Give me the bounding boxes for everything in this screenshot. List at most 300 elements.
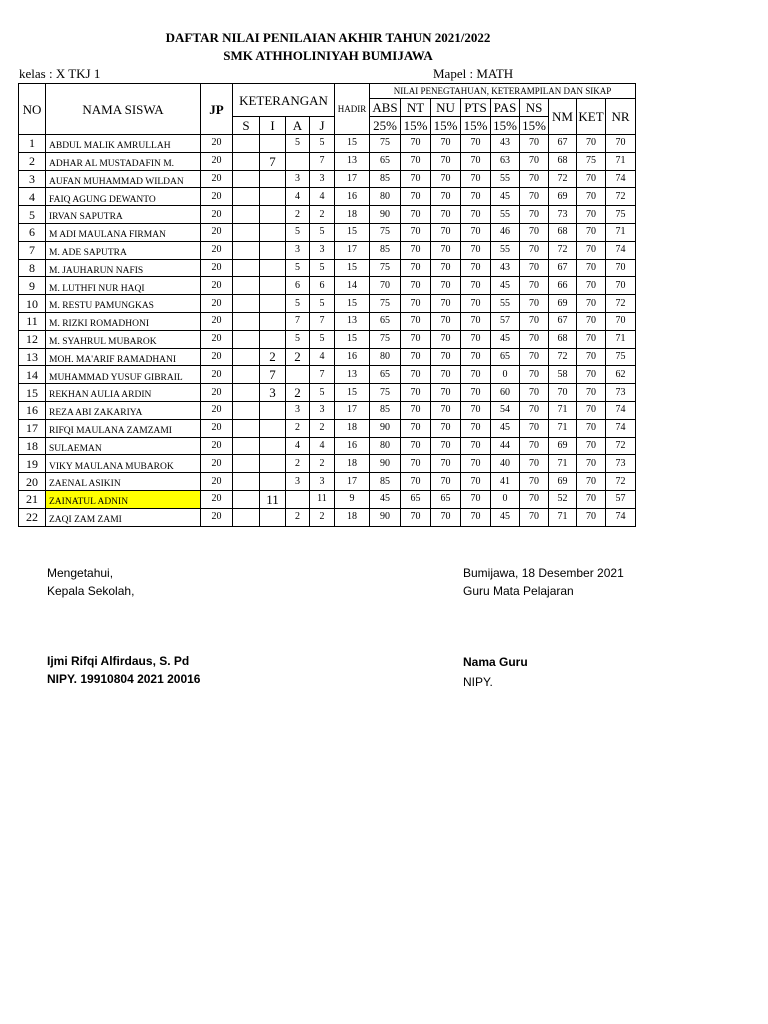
cell-i xyxy=(260,206,286,224)
cell-a xyxy=(286,152,310,170)
cell-pas: 40 xyxy=(491,455,520,473)
cell-nt: 70 xyxy=(401,419,431,437)
cell-hadir: 16 xyxy=(335,437,370,455)
cell-nt: 70 xyxy=(401,206,431,224)
cell-jp: 20 xyxy=(201,223,233,241)
cell-jp: 20 xyxy=(201,312,233,330)
cell-pts: 70 xyxy=(461,188,491,206)
cell-pas: 57 xyxy=(491,312,520,330)
cell-nr: 70 xyxy=(606,277,636,295)
cell-pts: 70 xyxy=(461,135,491,153)
cell-s xyxy=(233,277,260,295)
cell-ket: 70 xyxy=(577,295,606,313)
col-pts-weight: 15% xyxy=(461,117,491,135)
cell-hadir: 13 xyxy=(335,152,370,170)
cell-abs: 80 xyxy=(370,348,401,366)
cell-hadir: 15 xyxy=(335,259,370,277)
cell-ket: 70 xyxy=(577,437,606,455)
cell-nu: 70 xyxy=(431,277,461,295)
cell-nt: 70 xyxy=(401,312,431,330)
cell-s xyxy=(233,348,260,366)
cell-no: 1 xyxy=(19,135,46,153)
cell-name: ZAQI ZAM ZAMI xyxy=(46,508,201,526)
cell-ket: 70 xyxy=(577,312,606,330)
cell-nu: 70 xyxy=(431,312,461,330)
cell-name: M. RIZKI ROMADHONI xyxy=(46,312,201,330)
cell-pts: 70 xyxy=(461,419,491,437)
table-row xyxy=(19,508,636,526)
cell-name: M. RESTU PAMUNGKAS xyxy=(46,295,201,313)
cell-nu: 70 xyxy=(431,170,461,188)
cell-ns: 70 xyxy=(520,206,549,224)
cell-abs: 75 xyxy=(370,384,401,402)
cell-nr: 74 xyxy=(606,241,636,259)
cell-ket: 70 xyxy=(577,366,606,384)
cell-nt: 70 xyxy=(401,384,431,402)
cell-nm: 69 xyxy=(549,295,577,313)
cell-ns: 70 xyxy=(520,277,549,295)
subject-label: Mapel : MATH xyxy=(433,66,514,81)
cell-j: 7 xyxy=(310,366,335,384)
cell-hadir: 17 xyxy=(335,401,370,419)
cell-ns: 70 xyxy=(520,295,549,313)
cell-nr: 57 xyxy=(606,490,636,508)
cell-s xyxy=(233,330,260,348)
cell-nm: 70 xyxy=(549,384,577,402)
cell-no: 12 xyxy=(19,330,46,348)
cell-s xyxy=(233,473,260,491)
cell-nm: 67 xyxy=(549,312,577,330)
col-keterangan: KETERANGAN xyxy=(233,84,335,117)
cell-s xyxy=(233,152,260,170)
cell-nm: 66 xyxy=(549,277,577,295)
cell-nu: 70 xyxy=(431,188,461,206)
cell-no: 14 xyxy=(19,366,46,384)
cell-jp: 20 xyxy=(201,366,233,384)
table-row xyxy=(19,330,636,348)
cell-s xyxy=(233,312,260,330)
cell-abs: 65 xyxy=(370,312,401,330)
cell-nr: 70 xyxy=(606,135,636,153)
cell-pas: 55 xyxy=(491,241,520,259)
cell-pas: 45 xyxy=(491,330,520,348)
col-hadir: HADIR xyxy=(335,84,370,135)
class-label: kelas : X TKJ 1 xyxy=(19,66,101,81)
cell-name: MOH. MA'ARIF RAMADHANI xyxy=(46,348,201,366)
cell-ns: 70 xyxy=(520,366,549,384)
cell-ns: 70 xyxy=(520,401,549,419)
cell-nm: 72 xyxy=(549,348,577,366)
cell-hadir: 15 xyxy=(335,223,370,241)
cell-abs: 70 xyxy=(370,277,401,295)
cell-pts: 70 xyxy=(461,401,491,419)
cell-abs: 65 xyxy=(370,366,401,384)
cell-s xyxy=(233,135,260,153)
cell-ns: 70 xyxy=(520,437,549,455)
cell-j: 2 xyxy=(310,206,335,224)
cell-a: 4 xyxy=(286,437,310,455)
cell-j: 5 xyxy=(310,295,335,313)
cell-pas: 45 xyxy=(491,508,520,526)
cell-name: ABDUL MALIK AMRULLAH xyxy=(46,135,201,153)
cell-abs: 85 xyxy=(370,401,401,419)
cell-nt: 70 xyxy=(401,241,431,259)
cell-nt: 70 xyxy=(401,366,431,384)
cell-pts: 70 xyxy=(461,241,491,259)
cell-ket: 70 xyxy=(577,277,606,295)
col-jp: JP xyxy=(201,84,233,135)
cell-s xyxy=(233,508,260,526)
cell-ns: 70 xyxy=(520,241,549,259)
cell-name: M. SYAHRUL MUBAROK xyxy=(46,330,201,348)
cell-ket: 70 xyxy=(577,330,606,348)
cell-nr: 71 xyxy=(606,152,636,170)
cell-name: SULAEMAN xyxy=(46,437,201,455)
cell-hadir: 17 xyxy=(335,473,370,491)
cell-s xyxy=(233,259,260,277)
cell-no: 4 xyxy=(19,188,46,206)
cell-pas: 44 xyxy=(491,437,520,455)
cell-ket: 75 xyxy=(577,152,606,170)
col-nt-weight: 15% xyxy=(401,117,431,135)
cell-a: 3 xyxy=(286,473,310,491)
cell-pas: 45 xyxy=(491,277,520,295)
table-row xyxy=(19,152,636,170)
cell-nr: 73 xyxy=(606,384,636,402)
col-pas-weight: 15% xyxy=(491,117,520,135)
cell-pts: 70 xyxy=(461,455,491,473)
cell-pts: 70 xyxy=(461,152,491,170)
cell-ns: 70 xyxy=(520,312,549,330)
cell-jp: 20 xyxy=(201,152,233,170)
cell-pts: 70 xyxy=(461,277,491,295)
table-row xyxy=(19,277,636,295)
cell-name: M ADI MAULANA FIRMAN xyxy=(46,223,201,241)
cell-no: 16 xyxy=(19,401,46,419)
cell-jp: 20 xyxy=(201,455,233,473)
cell-ket: 70 xyxy=(577,419,606,437)
cell-j: 3 xyxy=(310,170,335,188)
cell-nu: 70 xyxy=(431,259,461,277)
principal-nip: NIPY. 19910804 2021 20016 xyxy=(47,672,201,686)
cell-a: 3 xyxy=(286,170,310,188)
cell-i: 2 xyxy=(260,348,286,366)
col-nm: NM xyxy=(549,99,577,135)
cell-j: 4 xyxy=(310,188,335,206)
footer-guru-mapel: Guru Mata Pelajaran xyxy=(463,584,574,598)
cell-nr: 74 xyxy=(606,170,636,188)
cell-hadir: 18 xyxy=(335,508,370,526)
cell-s xyxy=(233,437,260,455)
cell-abs: 75 xyxy=(370,223,401,241)
cell-pas: 43 xyxy=(491,135,520,153)
cell-j: 5 xyxy=(310,384,335,402)
cell-pts: 70 xyxy=(461,206,491,224)
cell-j: 5 xyxy=(310,259,335,277)
cell-name: MUHAMMAD YUSUF GIBRAIL xyxy=(46,366,201,384)
table-row xyxy=(19,384,636,402)
table-row xyxy=(19,135,636,153)
col-nilai-group: NILAI PENEGTAHUAN, KETERAMPILAN DAN SIKAP xyxy=(370,84,636,99)
cell-ns: 70 xyxy=(520,455,549,473)
cell-no: 19 xyxy=(19,455,46,473)
cell-nm: 52 xyxy=(549,490,577,508)
cell-no: 2 xyxy=(19,152,46,170)
principal-name: Ijmi Rifqi Alfirdaus, S. Pd xyxy=(47,654,190,668)
cell-name: IRVAN SAPUTRA xyxy=(46,206,201,224)
cell-j: 6 xyxy=(310,277,335,295)
teacher-name: Nama Guru xyxy=(463,655,528,669)
col-ket: KET xyxy=(577,99,606,135)
cell-name: M. JAUHARUN NAFIS xyxy=(46,259,201,277)
cell-abs: 45 xyxy=(370,490,401,508)
table-row xyxy=(19,473,636,491)
cell-ns: 70 xyxy=(520,473,549,491)
cell-abs: 75 xyxy=(370,295,401,313)
cell-ns: 70 xyxy=(520,348,549,366)
cell-jp: 20 xyxy=(201,295,233,313)
cell-a: 2 xyxy=(286,348,310,366)
cell-jp: 20 xyxy=(201,384,233,402)
cell-ket: 70 xyxy=(577,455,606,473)
cell-hadir: 15 xyxy=(335,384,370,402)
cell-nu: 70 xyxy=(431,152,461,170)
cell-s xyxy=(233,206,260,224)
cell-j: 3 xyxy=(310,241,335,259)
cell-pas: 41 xyxy=(491,473,520,491)
cell-nu: 70 xyxy=(431,348,461,366)
cell-a: 2 xyxy=(286,455,310,473)
cell-nr: 72 xyxy=(606,473,636,491)
cell-nt: 70 xyxy=(401,277,431,295)
cell-jp: 20 xyxy=(201,419,233,437)
cell-hadir: 18 xyxy=(335,206,370,224)
cell-nr: 73 xyxy=(606,455,636,473)
col-no: NO xyxy=(19,84,46,135)
cell-pts: 70 xyxy=(461,223,491,241)
cell-jp: 20 xyxy=(201,188,233,206)
cell-jp: 20 xyxy=(201,241,233,259)
cell-i xyxy=(260,401,286,419)
table-row xyxy=(19,312,636,330)
col-ns: NS xyxy=(520,99,549,117)
table-row xyxy=(19,170,636,188)
cell-a: 5 xyxy=(286,223,310,241)
cell-j: 4 xyxy=(310,348,335,366)
col-i: I xyxy=(260,117,286,135)
cell-name: FAIQ AGUNG DEWANTO xyxy=(46,188,201,206)
cell-nm: 69 xyxy=(549,473,577,491)
cell-nu: 70 xyxy=(431,455,461,473)
cell-pts: 70 xyxy=(461,330,491,348)
cell-pas: 55 xyxy=(491,206,520,224)
cell-name: VIKY MAULANA MUBAROK xyxy=(46,455,201,473)
cell-hadir: 18 xyxy=(335,455,370,473)
cell-name: REZA ABI ZAKARIYA xyxy=(46,401,201,419)
cell-hadir: 17 xyxy=(335,241,370,259)
cell-no: 5 xyxy=(19,206,46,224)
col-nu: NU xyxy=(431,99,461,117)
cell-nu: 70 xyxy=(431,223,461,241)
footer-kepala-sekolah: Kepala Sekolah, xyxy=(47,584,135,598)
cell-nt: 70 xyxy=(401,455,431,473)
cell-pas: 63 xyxy=(491,152,520,170)
cell-pas: 45 xyxy=(491,419,520,437)
cell-nu: 70 xyxy=(431,206,461,224)
cell-a: 3 xyxy=(286,401,310,419)
cell-abs: 75 xyxy=(370,135,401,153)
cell-name: RIFQI MAULANA ZAMZAMI xyxy=(46,419,201,437)
cell-a: 3 xyxy=(286,241,310,259)
cell-name: M. ADE SAPUTRA xyxy=(46,241,201,259)
col-j: J xyxy=(310,117,335,135)
cell-j: 3 xyxy=(310,401,335,419)
cell-name: AUFAN MUHAMMAD WILDAN xyxy=(46,170,201,188)
cell-nr: 72 xyxy=(606,188,636,206)
cell-no: 3 xyxy=(19,170,46,188)
table-row xyxy=(19,455,636,473)
cell-pas: 46 xyxy=(491,223,520,241)
cell-nu: 70 xyxy=(431,384,461,402)
cell-hadir: 15 xyxy=(335,330,370,348)
cell-nr: 70 xyxy=(606,259,636,277)
cell-nr: 72 xyxy=(606,437,636,455)
cell-ket: 70 xyxy=(577,508,606,526)
cell-ns: 70 xyxy=(520,490,549,508)
cell-i: 7 xyxy=(260,152,286,170)
cell-nm: 68 xyxy=(549,330,577,348)
cell-no: 11 xyxy=(19,312,46,330)
cell-nm: 72 xyxy=(549,241,577,259)
cell-ns: 70 xyxy=(520,330,549,348)
cell-j: 3 xyxy=(310,473,335,491)
cell-ket: 70 xyxy=(577,259,606,277)
table-row xyxy=(19,348,636,366)
cell-ket: 70 xyxy=(577,490,606,508)
cell-nt: 70 xyxy=(401,170,431,188)
cell-j: 7 xyxy=(310,152,335,170)
cell-nr: 62 xyxy=(606,366,636,384)
cell-ket: 70 xyxy=(577,241,606,259)
table-row xyxy=(19,401,636,419)
cell-i xyxy=(260,223,286,241)
cell-jp: 20 xyxy=(201,206,233,224)
cell-i xyxy=(260,295,286,313)
cell-ket: 70 xyxy=(577,223,606,241)
cell-s xyxy=(233,170,260,188)
cell-nt: 70 xyxy=(401,348,431,366)
cell-a: 6 xyxy=(286,277,310,295)
cell-pts: 70 xyxy=(461,490,491,508)
cell-s xyxy=(233,490,260,508)
col-pas: PAS xyxy=(491,99,520,117)
cell-nm: 69 xyxy=(549,188,577,206)
table-row xyxy=(19,241,636,259)
cell-j: 11 xyxy=(310,490,335,508)
table-row xyxy=(19,188,636,206)
cell-hadir: 17 xyxy=(335,170,370,188)
cell-nm: 71 xyxy=(549,508,577,526)
cell-no: 18 xyxy=(19,437,46,455)
cell-nt: 70 xyxy=(401,135,431,153)
col-nu-weight: 15% xyxy=(431,117,461,135)
cell-pts: 70 xyxy=(461,170,491,188)
cell-i xyxy=(260,508,286,526)
cell-pts: 70 xyxy=(461,312,491,330)
cell-hadir: 15 xyxy=(335,135,370,153)
cell-j: 2 xyxy=(310,508,335,526)
cell-jp: 20 xyxy=(201,401,233,419)
cell-ns: 70 xyxy=(520,188,549,206)
cell-ns: 70 xyxy=(520,508,549,526)
cell-jp: 20 xyxy=(201,473,233,491)
cell-nm: 71 xyxy=(549,401,577,419)
cell-ns: 70 xyxy=(520,170,549,188)
cell-name: REKHAN AULIA ARDIN xyxy=(46,384,201,402)
cell-a: 4 xyxy=(286,188,310,206)
cell-abs: 75 xyxy=(370,330,401,348)
cell-i: 3 xyxy=(260,384,286,402)
cell-name: ADHAR AL MUSTADAFIN M. xyxy=(46,152,201,170)
cell-nm: 67 xyxy=(549,135,577,153)
cell-name: M. LUTHFI NUR HAQI xyxy=(46,277,201,295)
cell-s xyxy=(233,366,260,384)
cell-nm: 73 xyxy=(549,206,577,224)
col-pts: PTS xyxy=(461,99,491,117)
teacher-nip: NIPY. xyxy=(463,675,493,689)
cell-nt: 70 xyxy=(401,330,431,348)
table-row xyxy=(19,295,636,313)
cell-i: 11 xyxy=(260,490,286,508)
cell-nm: 58 xyxy=(549,366,577,384)
cell-hadir: 14 xyxy=(335,277,370,295)
cell-nt: 70 xyxy=(401,295,431,313)
cell-nu: 70 xyxy=(431,295,461,313)
cell-ket: 70 xyxy=(577,401,606,419)
cell-hadir: 16 xyxy=(335,188,370,206)
col-nama-siswa: NAMA SISWA xyxy=(46,84,201,135)
cell-no: 10 xyxy=(19,295,46,313)
cell-j: 5 xyxy=(310,223,335,241)
cell-ket: 70 xyxy=(577,384,606,402)
cell-a: 7 xyxy=(286,312,310,330)
cell-nt: 70 xyxy=(401,508,431,526)
cell-pas: 65 xyxy=(491,348,520,366)
cell-i xyxy=(260,455,286,473)
cell-pts: 70 xyxy=(461,348,491,366)
table-row xyxy=(19,437,636,455)
cell-pas: 0 xyxy=(491,366,520,384)
cell-ket: 70 xyxy=(577,473,606,491)
cell-pts: 70 xyxy=(461,295,491,313)
cell-nr: 75 xyxy=(606,206,636,224)
cell-i xyxy=(260,135,286,153)
cell-i xyxy=(260,259,286,277)
cell-nt: 70 xyxy=(401,259,431,277)
cell-pas: 43 xyxy=(491,259,520,277)
cell-ns: 70 xyxy=(520,259,549,277)
cell-abs: 90 xyxy=(370,419,401,437)
cell-i xyxy=(260,241,286,259)
cell-s xyxy=(233,384,260,402)
col-a: A xyxy=(286,117,310,135)
cell-nt: 70 xyxy=(401,473,431,491)
cell-nm: 69 xyxy=(549,437,577,455)
cell-abs: 65 xyxy=(370,152,401,170)
cell-nu: 70 xyxy=(431,135,461,153)
cell-nm: 72 xyxy=(549,170,577,188)
cell-hadir: 16 xyxy=(335,348,370,366)
